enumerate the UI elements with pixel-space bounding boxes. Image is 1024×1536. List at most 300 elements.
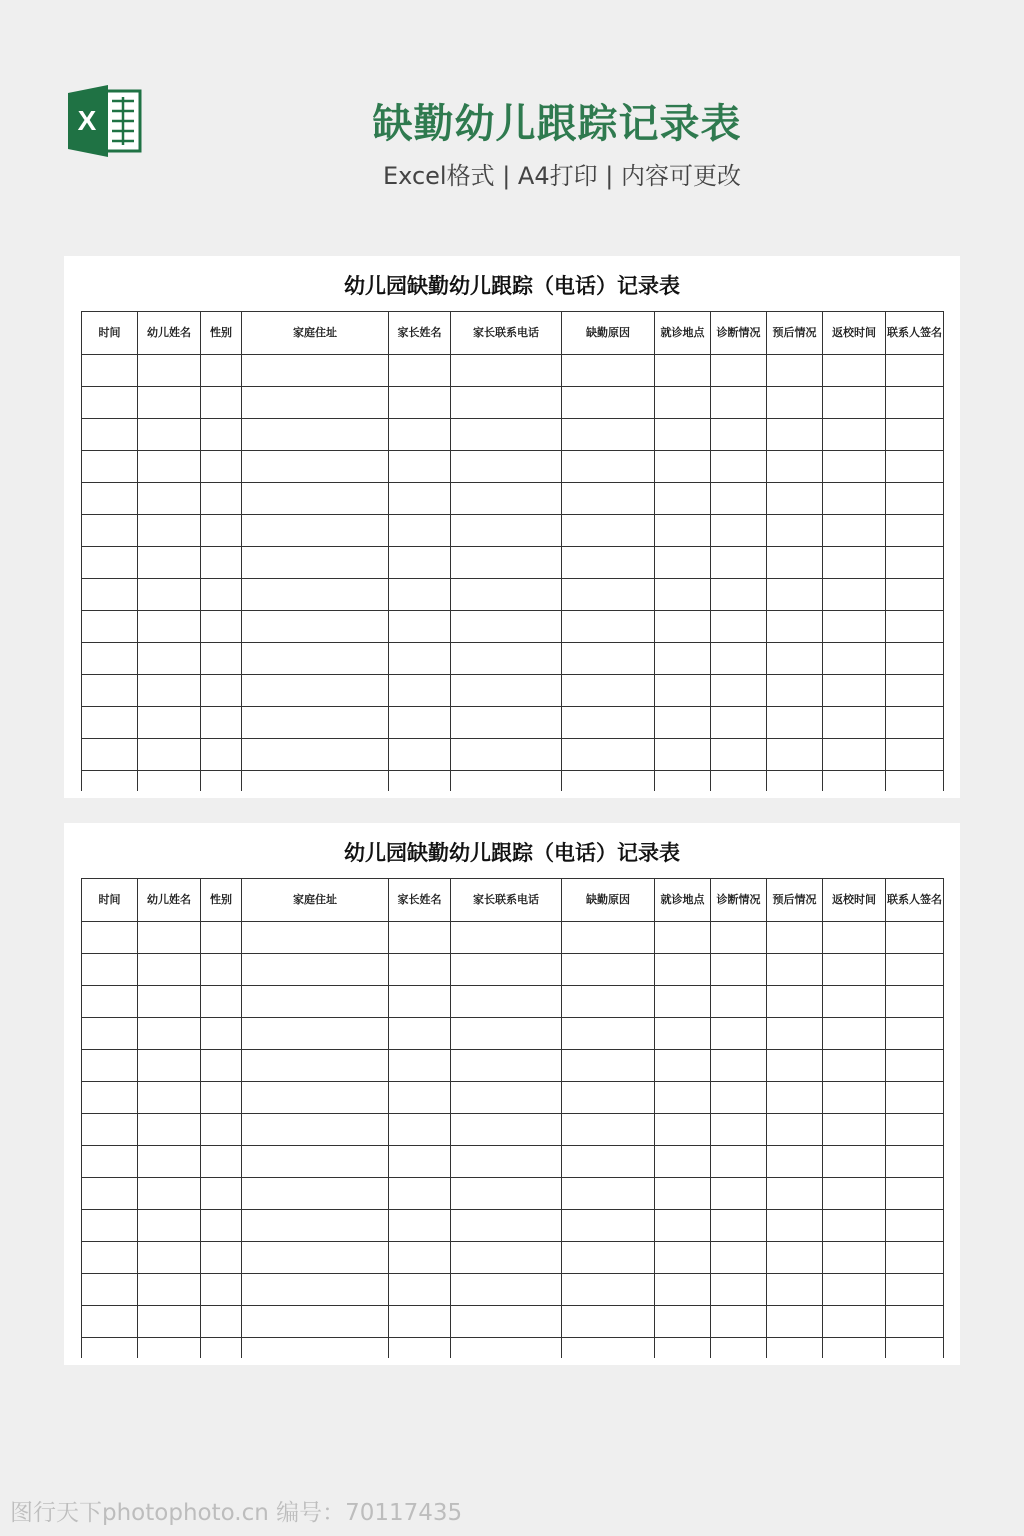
record-sheet-1: [64, 256, 960, 798]
table-cell: [201, 547, 242, 579]
table-cell: [138, 1242, 201, 1274]
table-cell: [562, 1306, 655, 1338]
table-cell: [655, 1114, 711, 1146]
table-cell: [451, 954, 562, 986]
table-cell: [138, 1018, 201, 1050]
table-cell: [711, 954, 767, 986]
table-cell: [886, 986, 944, 1018]
table-cell: [82, 1274, 138, 1306]
table-cell: [82, 547, 138, 579]
table-cell: [389, 1242, 451, 1274]
table-cell: [655, 986, 711, 1018]
table-row: [82, 739, 944, 771]
table-cell: [242, 771, 389, 792]
table-cell: [201, 1146, 242, 1178]
table-row: [82, 1274, 944, 1306]
table-cell: [886, 451, 944, 483]
table-cell: [823, 387, 886, 419]
excel-logo-letter: X: [77, 105, 97, 136]
table-cell: [767, 1082, 823, 1114]
table-cell: [562, 643, 655, 675]
table-cell: [767, 579, 823, 611]
table-cell: [389, 547, 451, 579]
table-cell: [655, 515, 711, 547]
table-cell: [451, 771, 562, 792]
table-cell: [767, 483, 823, 515]
table-cell: [886, 707, 944, 739]
table-cell: [562, 387, 655, 419]
table-cell: [138, 547, 201, 579]
table-cell: [886, 1018, 944, 1050]
table-cell: [886, 355, 944, 387]
table-cell: [201, 1082, 242, 1114]
table-cell: [201, 922, 242, 954]
table-cell: [138, 922, 201, 954]
table-row: [82, 1242, 944, 1274]
table-cell: [389, 387, 451, 419]
table-cell: [138, 643, 201, 675]
table-cell: [562, 1114, 655, 1146]
table-cell: [82, 483, 138, 515]
table-row: [82, 579, 944, 611]
table-cell: [201, 1050, 242, 1082]
column-header: 家庭住址: [242, 879, 389, 922]
table-cell: [886, 1082, 944, 1114]
table-cell: [711, 643, 767, 675]
table-cell: [767, 1178, 823, 1210]
column-header: 返校时间: [823, 312, 886, 355]
table-cell: [767, 771, 823, 792]
table-cell: [451, 387, 562, 419]
table-cell: [562, 1242, 655, 1274]
table-cell: [201, 739, 242, 771]
table-cell: [823, 675, 886, 707]
table-cell: [886, 643, 944, 675]
table-cell: [562, 355, 655, 387]
table-cell: [823, 1082, 886, 1114]
table-cell: [389, 643, 451, 675]
table-cell: [242, 1210, 389, 1242]
table-cell: [201, 771, 242, 792]
table-cell: [823, 986, 886, 1018]
table-cell: [767, 387, 823, 419]
column-header: 性别: [201, 312, 242, 355]
column-header: 缺勤原因: [562, 312, 655, 355]
table-cell: [138, 1082, 201, 1114]
table-cell: [242, 515, 389, 547]
table-cell: [711, 387, 767, 419]
table-cell: [451, 739, 562, 771]
table-cell: [201, 707, 242, 739]
table-cell: [886, 675, 944, 707]
table-cell: [886, 547, 944, 579]
table-cell: [389, 419, 451, 451]
table-cell: [655, 579, 711, 611]
table-cell: [767, 986, 823, 1018]
table-cell: [711, 515, 767, 547]
table-cell: [138, 579, 201, 611]
table-cell: [82, 1210, 138, 1242]
table-cell: [655, 707, 711, 739]
table-cell: [886, 419, 944, 451]
table-cell: [242, 1146, 389, 1178]
table-cell: [82, 922, 138, 954]
table-cell: [711, 1210, 767, 1242]
table-cell: [767, 611, 823, 643]
table-row: [82, 611, 944, 643]
table-row: [82, 451, 944, 483]
table-cell: [655, 1146, 711, 1178]
table-row: [82, 1114, 944, 1146]
table-cell: [82, 1018, 138, 1050]
table-cell: [767, 1338, 823, 1359]
table-cell: [242, 579, 389, 611]
table-cell: [562, 1082, 655, 1114]
table-cell: [711, 1114, 767, 1146]
table-cell: [886, 954, 944, 986]
page-title: 缺勤幼儿跟踪记录表: [372, 101, 742, 147]
table-cell: [711, 355, 767, 387]
table-cell: [138, 1178, 201, 1210]
table-cell: [82, 771, 138, 792]
table-cell: [82, 1242, 138, 1274]
table-cell: [389, 1114, 451, 1146]
table-row: [82, 922, 944, 954]
table-cell: [886, 1114, 944, 1146]
table-cell: [562, 954, 655, 986]
table-cell: [451, 515, 562, 547]
table-cell: [886, 1210, 944, 1242]
table-cell: [562, 675, 655, 707]
table-cell: [767, 1242, 823, 1274]
table-cell: [82, 675, 138, 707]
table-cell: [389, 515, 451, 547]
table-cell: [451, 707, 562, 739]
table-row: [82, 1338, 944, 1359]
table-cell: [886, 1274, 944, 1306]
table-cell: [562, 922, 655, 954]
table-cell: [823, 611, 886, 643]
table-cell: [242, 1114, 389, 1146]
table-cell: [201, 1242, 242, 1274]
table-cell: [82, 355, 138, 387]
table-cell: [711, 739, 767, 771]
table-cell: [201, 1018, 242, 1050]
table-row: [82, 1178, 944, 1210]
table-cell: [138, 739, 201, 771]
table-cell: [655, 1082, 711, 1114]
table-cell: [389, 451, 451, 483]
column-header: 联系人签名: [886, 312, 944, 355]
table-cell: [389, 675, 451, 707]
table-cell: [138, 355, 201, 387]
table-cell: [138, 1146, 201, 1178]
table-cell: [711, 451, 767, 483]
column-header: 时间: [82, 312, 138, 355]
table-cell: [823, 1242, 886, 1274]
table-cell: [242, 986, 389, 1018]
table-cell: [823, 643, 886, 675]
table-cell: [823, 579, 886, 611]
table-body: [82, 355, 944, 792]
table-cell: [389, 1274, 451, 1306]
table-cell: [823, 1274, 886, 1306]
table-cell: [711, 611, 767, 643]
table-cell: [767, 1274, 823, 1306]
table-cell: [767, 954, 823, 986]
table-cell: [562, 1210, 655, 1242]
table-cell: [886, 387, 944, 419]
table-cell: [823, 1050, 886, 1082]
table-cell: [767, 707, 823, 739]
table-cell: [823, 547, 886, 579]
table-cell: [201, 1338, 242, 1359]
watermark: 图行天下photophoto.cn 编号：70117435: [10, 1500, 463, 1526]
table-cell: [823, 707, 886, 739]
table-cell: [82, 643, 138, 675]
table-row: [82, 675, 944, 707]
table-cell: [767, 1050, 823, 1082]
table-cell: [562, 707, 655, 739]
table-cell: [451, 1146, 562, 1178]
column-header: 诊断情况: [711, 312, 767, 355]
table-cell: [451, 451, 562, 483]
table-cell: [138, 387, 201, 419]
table-cell: [82, 1146, 138, 1178]
table-cell: [711, 986, 767, 1018]
table-cell: [201, 675, 242, 707]
table-cell: [451, 1018, 562, 1050]
table-cell: [886, 1242, 944, 1274]
column-header: 预后情况: [767, 879, 823, 922]
table-cell: [655, 387, 711, 419]
table-cell: [886, 922, 944, 954]
table-cell: [451, 1274, 562, 1306]
table-cell: [562, 1274, 655, 1306]
table-cell: [201, 1274, 242, 1306]
table-cell: [886, 579, 944, 611]
table-row: [82, 1210, 944, 1242]
table-cell: [451, 483, 562, 515]
table-cell: [82, 986, 138, 1018]
table-cell: [201, 1178, 242, 1210]
column-header: 家长联系电话: [451, 312, 562, 355]
table-cell: [886, 611, 944, 643]
table-cell: [242, 1242, 389, 1274]
table-cell: [655, 419, 711, 451]
table-cell: [138, 515, 201, 547]
table-cell: [655, 483, 711, 515]
table-cell: [201, 1210, 242, 1242]
table-cell: [655, 1338, 711, 1359]
table-cell: [82, 1050, 138, 1082]
table-cell: [451, 922, 562, 954]
table-header-row: [82, 312, 944, 355]
table-cell: [886, 771, 944, 792]
table-cell: [711, 419, 767, 451]
table-cell: [767, 922, 823, 954]
table-cell: [82, 1306, 138, 1338]
table-cell: [767, 1306, 823, 1338]
table-cell: [562, 451, 655, 483]
record-sheet-2: [64, 823, 960, 1365]
table-cell: [655, 675, 711, 707]
table-cell: [562, 1178, 655, 1210]
table-cell: [242, 739, 389, 771]
table-cell: [655, 922, 711, 954]
table-cell: [451, 986, 562, 1018]
table-cell: [562, 579, 655, 611]
table-cell: [823, 451, 886, 483]
table-cell: [767, 515, 823, 547]
table-cell: [767, 1146, 823, 1178]
table-cell: [389, 771, 451, 792]
table-cell: [711, 1178, 767, 1210]
table-cell: [767, 1114, 823, 1146]
table-cell: [201, 954, 242, 986]
table-cell: [823, 1210, 886, 1242]
table-row: [82, 954, 944, 986]
table-cell: [242, 643, 389, 675]
column-header: 缺勤原因: [562, 879, 655, 922]
table-row: [82, 355, 944, 387]
table-cell: [242, 1082, 389, 1114]
table-cell: [562, 515, 655, 547]
sheet-title: 幼儿园缺勤幼儿跟踪（电话）记录表: [344, 841, 680, 865]
table-cell: [138, 771, 201, 792]
table-cell: [201, 419, 242, 451]
table-row: [82, 387, 944, 419]
table-cell: [823, 1306, 886, 1338]
table-cell: [242, 387, 389, 419]
table-cell: [242, 483, 389, 515]
table-cell: [201, 515, 242, 547]
table-cell: [767, 643, 823, 675]
table-cell: [562, 1146, 655, 1178]
table-cell: [823, 922, 886, 954]
table-cell: [82, 1114, 138, 1146]
table-cell: [823, 419, 886, 451]
table-cell: [451, 419, 562, 451]
sheet-title: 幼儿园缺勤幼儿跟踪（电话）记录表: [344, 274, 680, 298]
table-cell: [201, 451, 242, 483]
column-header: 预后情况: [767, 312, 823, 355]
table-cell: [138, 611, 201, 643]
table-cell: [655, 1242, 711, 1274]
table-cell: [767, 739, 823, 771]
table-cell: [823, 355, 886, 387]
table-cell: [562, 1050, 655, 1082]
table-row: [82, 771, 944, 792]
table-cell: [242, 547, 389, 579]
table-cell: [389, 355, 451, 387]
table-cell: [138, 451, 201, 483]
table-cell: [82, 579, 138, 611]
table-header-row: [82, 879, 944, 922]
table-cell: [138, 1050, 201, 1082]
table-cell: [711, 483, 767, 515]
table-cell: [201, 643, 242, 675]
table-cell: [823, 1338, 886, 1359]
table-cell: [711, 1306, 767, 1338]
table-cell: [138, 1210, 201, 1242]
table-cell: [823, 1146, 886, 1178]
table-cell: [82, 387, 138, 419]
column-header: 家长姓名: [389, 879, 451, 922]
column-header: 家庭住址: [242, 312, 389, 355]
column-header: 幼儿姓名: [138, 312, 201, 355]
table-cell: [711, 1050, 767, 1082]
table-row: [82, 483, 944, 515]
record-table: [81, 878, 944, 1358]
table-cell: [451, 1082, 562, 1114]
table-cell: [886, 515, 944, 547]
table-cell: [655, 1178, 711, 1210]
table-cell: [389, 986, 451, 1018]
table-cell: [242, 954, 389, 986]
column-header: 返校时间: [823, 879, 886, 922]
table-cell: [823, 1114, 886, 1146]
table-cell: [655, 771, 711, 792]
table-cell: [886, 1306, 944, 1338]
table-cell: [823, 1018, 886, 1050]
table-cell: [451, 1210, 562, 1242]
table-cell: [767, 419, 823, 451]
table-cell: [711, 579, 767, 611]
table-cell: [711, 1082, 767, 1114]
table-cell: [655, 547, 711, 579]
table-cell: [242, 451, 389, 483]
table-cell: [201, 355, 242, 387]
table-cell: [711, 1018, 767, 1050]
table-row: [82, 1082, 944, 1114]
table-cell: [201, 483, 242, 515]
table-cell: [711, 771, 767, 792]
table-cell: [242, 1018, 389, 1050]
table-cell: [82, 954, 138, 986]
table-cell: [562, 771, 655, 792]
table-cell: [389, 1082, 451, 1114]
table-cell: [138, 483, 201, 515]
table-cell: [389, 1306, 451, 1338]
table-cell: [562, 611, 655, 643]
table-cell: [138, 1338, 201, 1359]
table-cell: [451, 675, 562, 707]
table-cell: [655, 1306, 711, 1338]
table-cell: [389, 1146, 451, 1178]
table-cell: [242, 1274, 389, 1306]
table-cell: [886, 1178, 944, 1210]
table-cell: [242, 1050, 389, 1082]
table-cell: [82, 707, 138, 739]
table-cell: [389, 954, 451, 986]
table-cell: [451, 1242, 562, 1274]
table-cell: [655, 1018, 711, 1050]
table-cell: [823, 1178, 886, 1210]
table-cell: [711, 547, 767, 579]
table-cell: [82, 451, 138, 483]
table-cell: [82, 419, 138, 451]
table-cell: [389, 922, 451, 954]
table-cell: [451, 579, 562, 611]
table-row: [82, 643, 944, 675]
table-cell: [82, 1082, 138, 1114]
table-cell: [389, 1338, 451, 1359]
table-cell: [823, 483, 886, 515]
table-cell: [767, 1018, 823, 1050]
table-cell: [767, 355, 823, 387]
table-cell: [242, 675, 389, 707]
